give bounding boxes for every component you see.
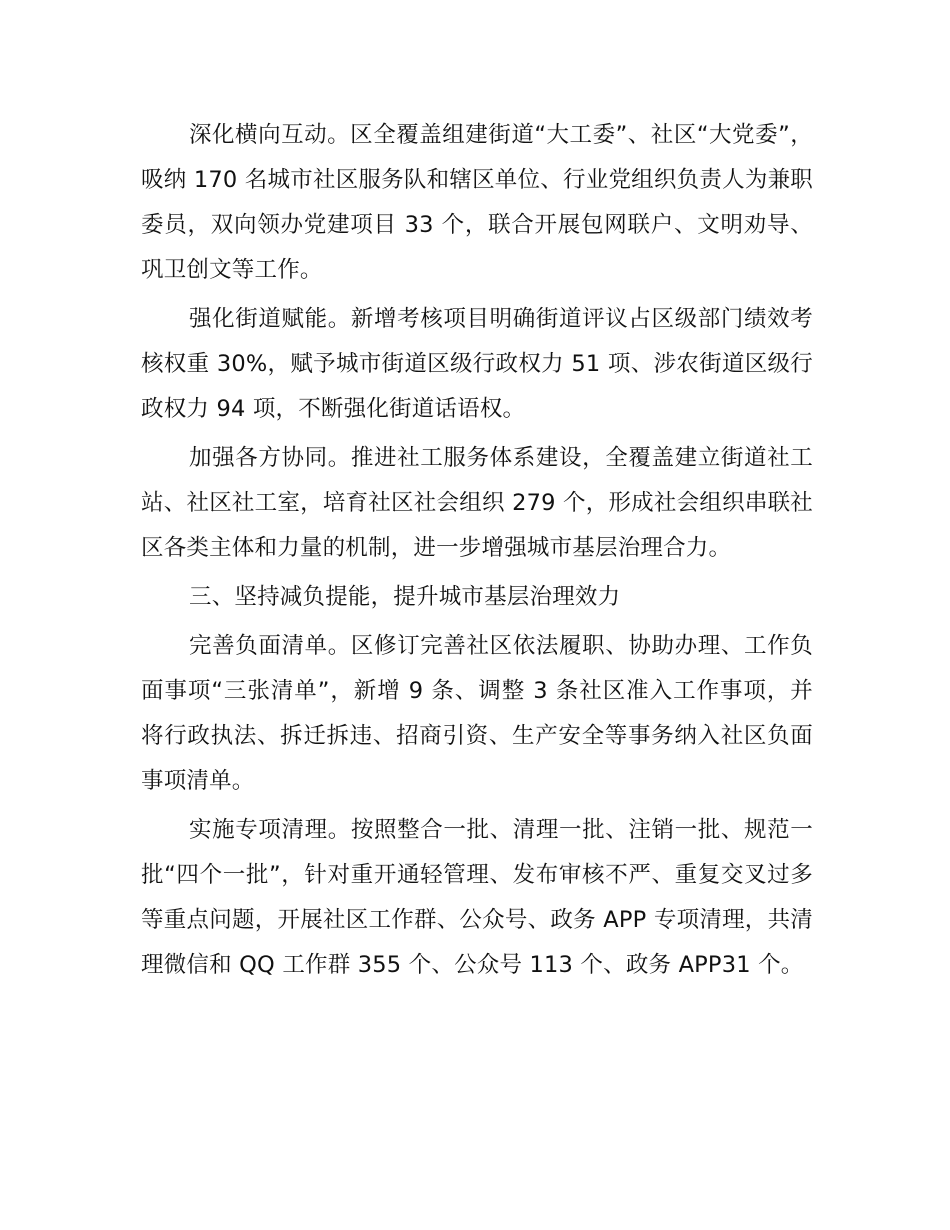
section-heading-3: 三、坚持减负提能，提升城市基层治理效力 <box>189 584 621 610</box>
paragraph-deepen-horizontal-interaction: 深化横向互动。区全覆盖组建街道“大工委”、社区“大党委”，吸纳 170 名城市社区服务队和辖区单位、行业党组织负责人为兼职委员，双向领办党建项目 33 个，联合开展包网联户、文明劝导、巩卫创文等工作。 <box>141 122 813 283</box>
paragraph-strengthen-street-empowerment: 强化街道赋能。新增考核项目明确街道评议占区级部门绩效考核权重 30%，赋予城市街道区级行政权力 51 项、涉农街道区级行政权力 94 项，不断强化街道话语权。 <box>141 306 813 422</box>
paragraph-negative-list: 完善负面清单。区修订完善社区依法履职、协助办理、工作负面事项“三张清单”，新增 9 条、调整 3 条社区准入工作事项，并将行政执法、拆迁拆违、招商引资、生产安全等事务纳入社区负面事项清单。 <box>141 633 813 794</box>
paragraph-special-cleanup: 实施专项清理。按照整合一批、清理一批、注销一批、规范一批“四个一批”，针对重开通轻管理、发布审核不严、重复交叉过多等重点问题，开展社区工作群、公众号、政务 APP 专项清理，共清理微信和 QQ 工作群 355 个、公众号 113 个、政务 APP31 个。 <box>141 817 813 978</box>
document-body <box>141 113 813 992</box>
paragraph-strengthen-coordination: 加强各方协同。推进社工服务体系建设，全覆盖建立街道社工站、社区社工室，培育社区社会组织 279 个，形成社会组织串联社区各类主体和力量的机制，进一步增强城市基层治理合力。 <box>141 445 813 561</box>
